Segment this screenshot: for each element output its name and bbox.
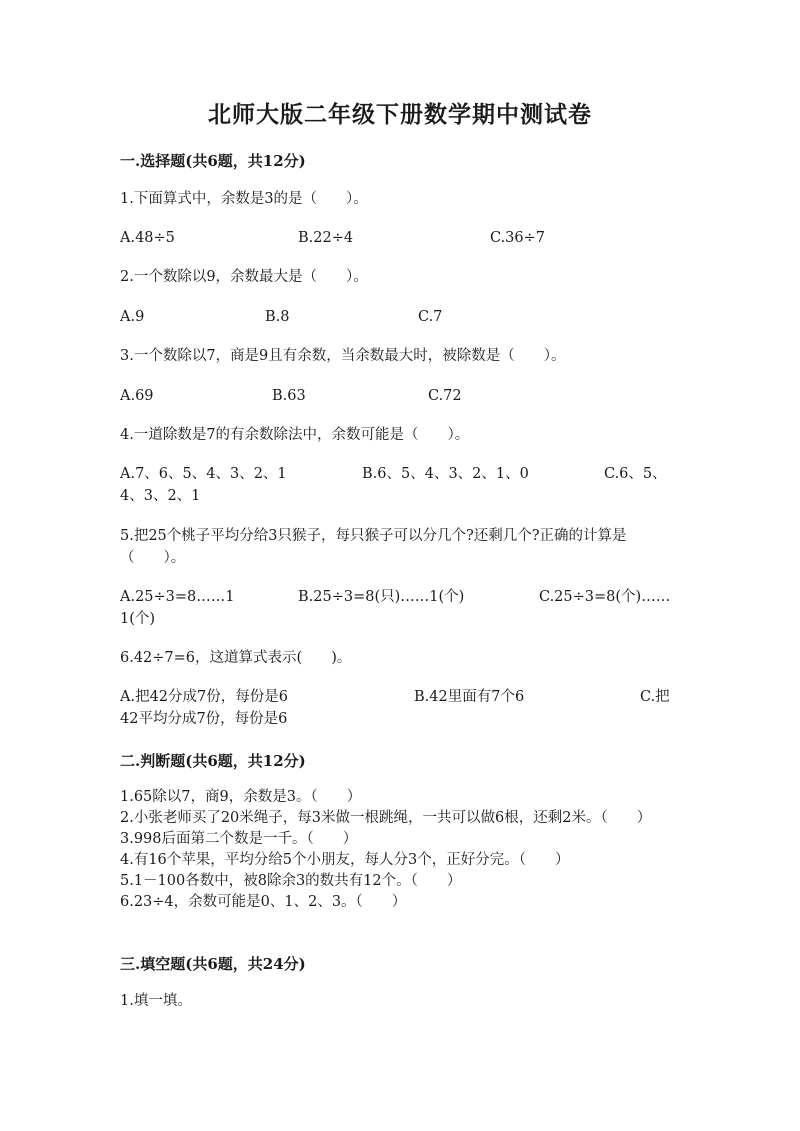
question-options xyxy=(120,227,685,249)
option-c: C.36÷7 xyxy=(490,230,546,246)
question-options xyxy=(120,463,685,485)
question-options xyxy=(120,385,685,407)
question-options xyxy=(120,686,685,708)
option-b: B.22÷4 xyxy=(298,230,354,246)
option-c: C.7 xyxy=(418,309,443,325)
option-c: C.6、5、 xyxy=(604,466,667,482)
option-a: A.把42分成7份，每份是6 xyxy=(120,689,288,705)
section-heading-judge: 二.判断题(共6题，共12分) xyxy=(120,752,306,770)
question-text: 2.一个数除以9，余数最大是（ ）。 xyxy=(120,269,368,285)
judge-item: 5.1－100各数中，被8除余3的数共有12个。（ ） xyxy=(120,873,462,889)
section-heading-choice: 一.选择题(共6题，共12分) xyxy=(120,152,306,170)
question-text: 1.下面算式中，余数是3的是（ ）。 xyxy=(120,191,368,207)
judge-item: 4.有16个苹果，平均分给5个小朋友，每人分3个，正好分完。（ ） xyxy=(120,852,570,868)
section-heading-fill: 三.填空题(共6题，共24分) xyxy=(120,955,306,973)
option-a: A.48÷5 xyxy=(120,230,175,246)
option-c: C.把 xyxy=(640,689,670,705)
question-options xyxy=(120,306,685,328)
option-b: B.8 xyxy=(265,309,290,325)
option-c-continued: 42平均分成7份，每份是6 xyxy=(120,711,288,727)
question-text: 6.42÷7=6，这道算式表示( )。 xyxy=(120,650,352,666)
option-a: A.9 xyxy=(120,309,145,325)
judge-list xyxy=(120,787,685,913)
question-text: 5.把25个桃子平均分给3只猴子，每只猴子可以分几个?还剩几个?正确的计算是（ ）。 xyxy=(120,528,627,566)
option-b: B.42里面有7个6 xyxy=(414,689,525,705)
judge-item: 2.小张老师买了20米绳子，每3米做一根跳绳，一共可以做6根，还剩2米。（ ） xyxy=(120,810,652,826)
option-a: A.7、6、5、4、3、2、1 xyxy=(120,466,287,482)
option-c-continued: 1(个) xyxy=(120,611,156,627)
question-text: 1.填一填。 xyxy=(120,993,192,1009)
option-a: A.69 xyxy=(120,388,154,404)
question-text: 4.一道除数是7的有余数除法中，余数可能是（ ）。 xyxy=(120,427,470,443)
option-c-continued: 4、3、2、1 xyxy=(120,488,201,504)
option-c: C.72 xyxy=(428,388,462,404)
option-b: B.6、5、4、3、2、1、0 xyxy=(362,466,529,482)
page-title: 北师大版二年级下册数学期中测试卷 xyxy=(208,101,592,128)
question-options xyxy=(120,586,685,608)
option-a: A.25÷3=8……1 xyxy=(120,589,235,605)
judge-item: 1.65除以7，商9，余数是3。（ ） xyxy=(120,789,362,805)
option-b: B.63 xyxy=(272,388,306,404)
judge-item: 3.998后面第二个数是一千。（ ） xyxy=(120,831,358,847)
judge-item: 6.23÷4，余数可能是0、1、2、3。（ ） xyxy=(120,894,407,910)
option-b: B.25÷3=8(只)……1(个) xyxy=(298,589,465,605)
question-text: 3.一个数除以7，商是9且有余数，当余数最大时，被除数是（ ）。 xyxy=(120,348,566,364)
option-c: C.25÷3=8(个)…… xyxy=(539,589,671,605)
